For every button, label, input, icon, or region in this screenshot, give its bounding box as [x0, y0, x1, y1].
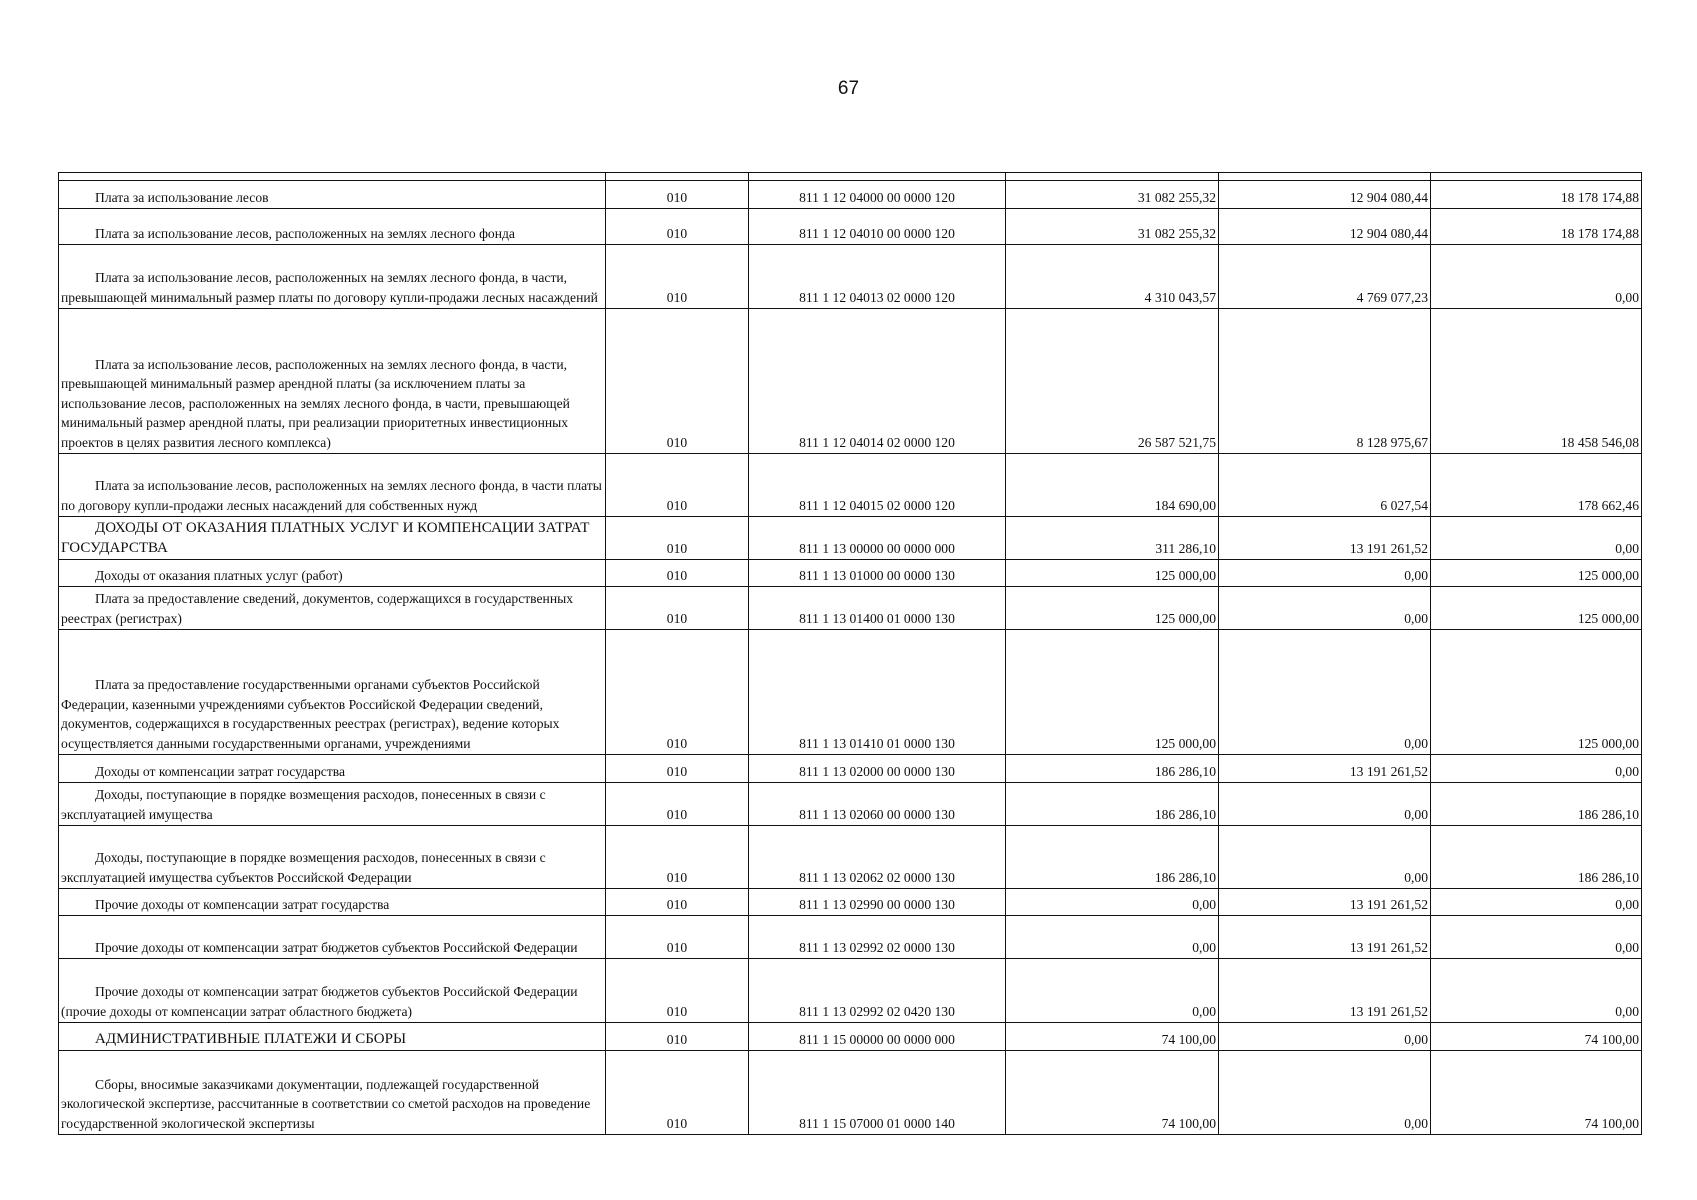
row-amount-2-cell: 0,00: [1219, 783, 1431, 826]
row-amount-1-cell: 184 690,00: [1006, 454, 1219, 517]
row-amount-3-cell: 125 000,00: [1431, 587, 1642, 630]
row-amount-2-cell: 13 191 261,52: [1219, 916, 1431, 959]
row-amount-3-cell: 0,00: [1431, 245, 1642, 309]
row-name-cell: [59, 916, 606, 959]
row-amount-2-cell: 0,00: [1219, 587, 1431, 630]
row-amount-3-cell: 74 100,00: [1431, 1023, 1642, 1051]
row-amount-1-cell: 0,00: [1006, 959, 1219, 1023]
row-name-text: ДОХОДЫ ОТ ОКАЗАНИЯ ПЛАТНЫХ УСЛУГ И КОМПЕНСАЦИИ ЗАТРАТ ГОСУДАРСТВА: [61, 520, 590, 556]
row-kbk-cell: 811 1 12 04015 02 0000 120: [749, 454, 1006, 517]
row-name-cell: [59, 517, 606, 560]
row-code-cell: 010: [606, 755, 749, 783]
row-name-text: Плата за использование лесов, расположенных на землях лесного фонда, в части платы по договору купли-продажи лесных насаждений для собственных нужд: [61, 478, 602, 513]
row-amount-3-cell: 18 458 546,08: [1431, 309, 1642, 454]
row-amount-3-cell: 0,00: [1431, 959, 1642, 1023]
row-code-cell: 010: [606, 309, 749, 454]
row-kbk-cell: 811 1 13 02992 02 0420 130: [749, 959, 1006, 1023]
row-name-text: Плата за использование лесов, расположенных на землях лесного фонда, в части, превышающей минимальный размер платы по договору купли-продажи лесных насаждений: [61, 270, 598, 305]
row-name-text: Плата за использование лесов: [95, 189, 269, 205]
row-kbk-cell: 811 1 15 07000 01 0000 140: [749, 1051, 1006, 1135]
row-amount-1-cell: 74 100,00: [1006, 1051, 1219, 1135]
row-amount-1-cell: 311 286,10: [1006, 517, 1219, 560]
row-name-text: Прочие доходы от компенсации затрат государства: [95, 896, 390, 912]
table-row: [59, 783, 1642, 826]
row-kbk-cell: 811 1 13 02992 02 0000 130: [749, 916, 1006, 959]
table-row: [59, 959, 1642, 1023]
row-amount-2-cell: 13 191 261,52: [1219, 755, 1431, 783]
row-amount-1-cell: 74 100,00: [1006, 1023, 1219, 1051]
row-code-cell: 010: [606, 181, 749, 209]
table-row: [59, 826, 1642, 889]
page-number: 67: [837, 78, 860, 99]
row-code-cell: 010: [606, 245, 749, 309]
row-amount-2-cell: 12 904 080,44: [1219, 209, 1431, 245]
table-row: [59, 309, 1642, 454]
row-code-cell: 010: [606, 826, 749, 889]
row-amount-2-cell: 8 128 975,67: [1219, 309, 1431, 454]
row-amount-1-cell: 186 286,10: [1006, 783, 1219, 826]
row-code-cell: 010: [606, 1051, 749, 1135]
row-name-cell: [59, 783, 606, 826]
row-amount-3-cell: 18 178 174,88: [1431, 209, 1642, 245]
row-code-cell: 010: [606, 1023, 749, 1051]
row-name-cell: [59, 630, 606, 755]
row-amount-1-cell: 186 286,10: [1006, 755, 1219, 783]
row-name-text: Сборы, вносимые заказчиками документации, подлежащей государственной экологической экспертизе, рассчитанные в соответствии со сметой расходов на проведение государственной экологической экспертизы: [61, 1076, 591, 1131]
row-amount-1-cell: 0,00: [1006, 889, 1219, 916]
row-name-text: АДМИНИСТРАТИВНЫЕ ПЛАТЕЖИ И СБОРЫ: [95, 1030, 407, 1047]
row-name-cell: [59, 181, 606, 209]
row-amount-2-cell: 4 769 077,23: [1219, 245, 1431, 309]
row-amount-1-cell: 125 000,00: [1006, 560, 1219, 587]
row-name-text: Прочие доходы от компенсации затрат бюджетов субъектов Российской Федерации: [95, 939, 578, 955]
row-amount-2-cell: 12 904 080,44: [1219, 181, 1431, 209]
row-amount-3-cell: 125 000,00: [1431, 560, 1642, 587]
row-amount-3-cell: 125 000,00: [1431, 630, 1642, 755]
row-amount-3-cell: 74 100,00: [1431, 1051, 1642, 1135]
row-kbk-cell: 811 1 13 00000 00 0000 000: [749, 517, 1006, 560]
table-row: [59, 1051, 1642, 1135]
table-row: [59, 1023, 1642, 1051]
revenue-table: [58, 172, 1642, 1135]
row-name-text: Доходы, поступающие в порядке возмещения расходов, понесенных в связи с эксплуатацией имущества: [61, 787, 546, 822]
row-code-cell: 010: [606, 783, 749, 826]
row-amount-2-cell: 0,00: [1219, 1051, 1431, 1135]
row-kbk-cell: 811 1 13 02060 00 0000 130: [749, 783, 1006, 826]
row-amount-2-cell: 13 191 261,52: [1219, 959, 1431, 1023]
row-name-text: Плата за использование лесов, расположенных на землях лесного фонда: [95, 225, 515, 241]
row-amount-1-cell: 125 000,00: [1006, 630, 1219, 755]
row-kbk-cell: 811 1 13 02062 02 0000 130: [749, 826, 1006, 889]
row-name-text: Доходы от компенсации затрат государства: [95, 763, 346, 779]
row-amount-2-cell: 13 191 261,52: [1219, 517, 1431, 560]
row-amount-1-cell: 186 286,10: [1006, 826, 1219, 889]
row-name-cell: [59, 454, 606, 517]
row-code-cell: 010: [606, 889, 749, 916]
row-amount-3-cell: 0,00: [1431, 916, 1642, 959]
row-kbk-cell: 811 1 12 04014 02 0000 120: [749, 309, 1006, 454]
row-amount-1-cell: 0,00: [1006, 916, 1219, 959]
row-name-cell: [59, 245, 606, 309]
row-kbk-cell: 811 1 13 01000 00 0000 130: [749, 560, 1006, 587]
row-amount-3-cell: 18 178 174,88: [1431, 181, 1642, 209]
row-amount-2-cell: 0,00: [1219, 560, 1431, 587]
row-amount-1-cell: 125 000,00: [1006, 587, 1219, 630]
row-amount-2-cell: 0,00: [1219, 630, 1431, 755]
row-amount-3-cell: 178 662,46: [1431, 454, 1642, 517]
row-amount-1-cell: 31 082 255,32: [1006, 209, 1219, 245]
table-row: [59, 916, 1642, 959]
row-code-cell: 010: [606, 560, 749, 587]
row-amount-2-cell: 13 191 261,52: [1219, 889, 1431, 916]
row-code-cell: 010: [606, 517, 749, 560]
table-row: [59, 181, 1642, 209]
row-kbk-cell: 811 1 12 04000 00 0000 120: [749, 181, 1006, 209]
row-code-cell: 010: [606, 209, 749, 245]
row-amount-3-cell: 0,00: [1431, 517, 1642, 560]
row-amount-3-cell: 186 286,10: [1431, 826, 1642, 889]
row-name-cell: [59, 1051, 606, 1135]
table-row: [59, 630, 1642, 755]
row-code-cell: 010: [606, 587, 749, 630]
row-kbk-cell: 811 1 13 02000 00 0000 130: [749, 755, 1006, 783]
row-code-cell: 010: [606, 630, 749, 755]
row-name-cell: [59, 1023, 606, 1051]
table-row: [59, 517, 1642, 560]
row-amount-3-cell: 186 286,10: [1431, 783, 1642, 826]
row-amount-3-cell: 0,00: [1431, 755, 1642, 783]
row-name-cell: [59, 309, 606, 454]
row-name-text: Плата за предоставление сведений, документов, содержащихся в государственных реестрах (регистрах): [61, 591, 574, 626]
row-code-cell: 010: [606, 454, 749, 517]
table-row: [59, 560, 1642, 587]
row-code-cell: 010: [606, 916, 749, 959]
row-amount-3-cell: 0,00: [1431, 889, 1642, 916]
row-name-cell: [59, 560, 606, 587]
row-name-text: Доходы от оказания платных услуг (работ): [95, 567, 343, 583]
row-amount-1-cell: 31 082 255,32: [1006, 181, 1219, 209]
row-name-text: Прочие доходы от компенсации затрат бюджетов субъектов Российской Федерации (прочие доходы от компенсации затрат областного бюджета): [61, 984, 578, 1019]
row-kbk-cell: 811 1 13 02990 00 0000 130: [749, 889, 1006, 916]
table-row: [59, 209, 1642, 245]
row-amount-2-cell: 6 027,54: [1219, 454, 1431, 517]
row-name-cell: [59, 959, 606, 1023]
table-top-spacer: [59, 173, 1642, 181]
row-kbk-cell: 811 1 12 04013 02 0000 120: [749, 245, 1006, 309]
row-kbk-cell: 811 1 13 01400 01 0000 130: [749, 587, 1006, 630]
row-name-cell: [59, 587, 606, 630]
row-name-cell: [59, 826, 606, 889]
row-kbk-cell: 811 1 13 01410 01 0000 130: [749, 630, 1006, 755]
row-code-cell: 010: [606, 959, 749, 1023]
row-kbk-cell: 811 1 15 00000 00 0000 000: [749, 1023, 1006, 1051]
row-name-text: Плата за использование лесов, расположенных на землях лесного фонда, в части, превышающей минимальный размер арендной платы (за исключением платы за использование лесов, расположенных на землях лесного фонда, в части, превышающей минимальный размер арендной платы, при реализации приоритетных инвестиционных проектов в целях развития лесного комплекса): [61, 356, 570, 450]
table-row: [59, 587, 1642, 630]
row-name-cell: [59, 889, 606, 916]
row-name-text: Доходы, поступающие в порядке возмещения расходов, понесенных в связи с эксплуатацией имущества субъектов Российской Федерации: [61, 850, 546, 885]
table-row: [59, 755, 1642, 783]
row-amount-1-cell: 26 587 521,75: [1006, 309, 1219, 454]
row-name-cell: [59, 755, 606, 783]
row-kbk-cell: 811 1 12 04010 00 0000 120: [749, 209, 1006, 245]
row-amount-1-cell: 4 310 043,57: [1006, 245, 1219, 309]
row-name-cell: [59, 209, 606, 245]
row-name-text: Плата за предоставление государственными органами субъектов Российской Федерации, казенными учреждениями субъектов Российской Федерации сведений, документов, содержащихся в государственных реестрах (регистрах), ведение которых осуществляется данными государственными органами, учреждениями: [61, 677, 560, 751]
table-body: [59, 173, 1642, 1135]
table-row: [59, 245, 1642, 309]
table-row: [59, 889, 1642, 916]
table-row: [59, 454, 1642, 517]
row-amount-2-cell: 0,00: [1219, 1023, 1431, 1051]
row-amount-2-cell: 0,00: [1219, 826, 1431, 889]
